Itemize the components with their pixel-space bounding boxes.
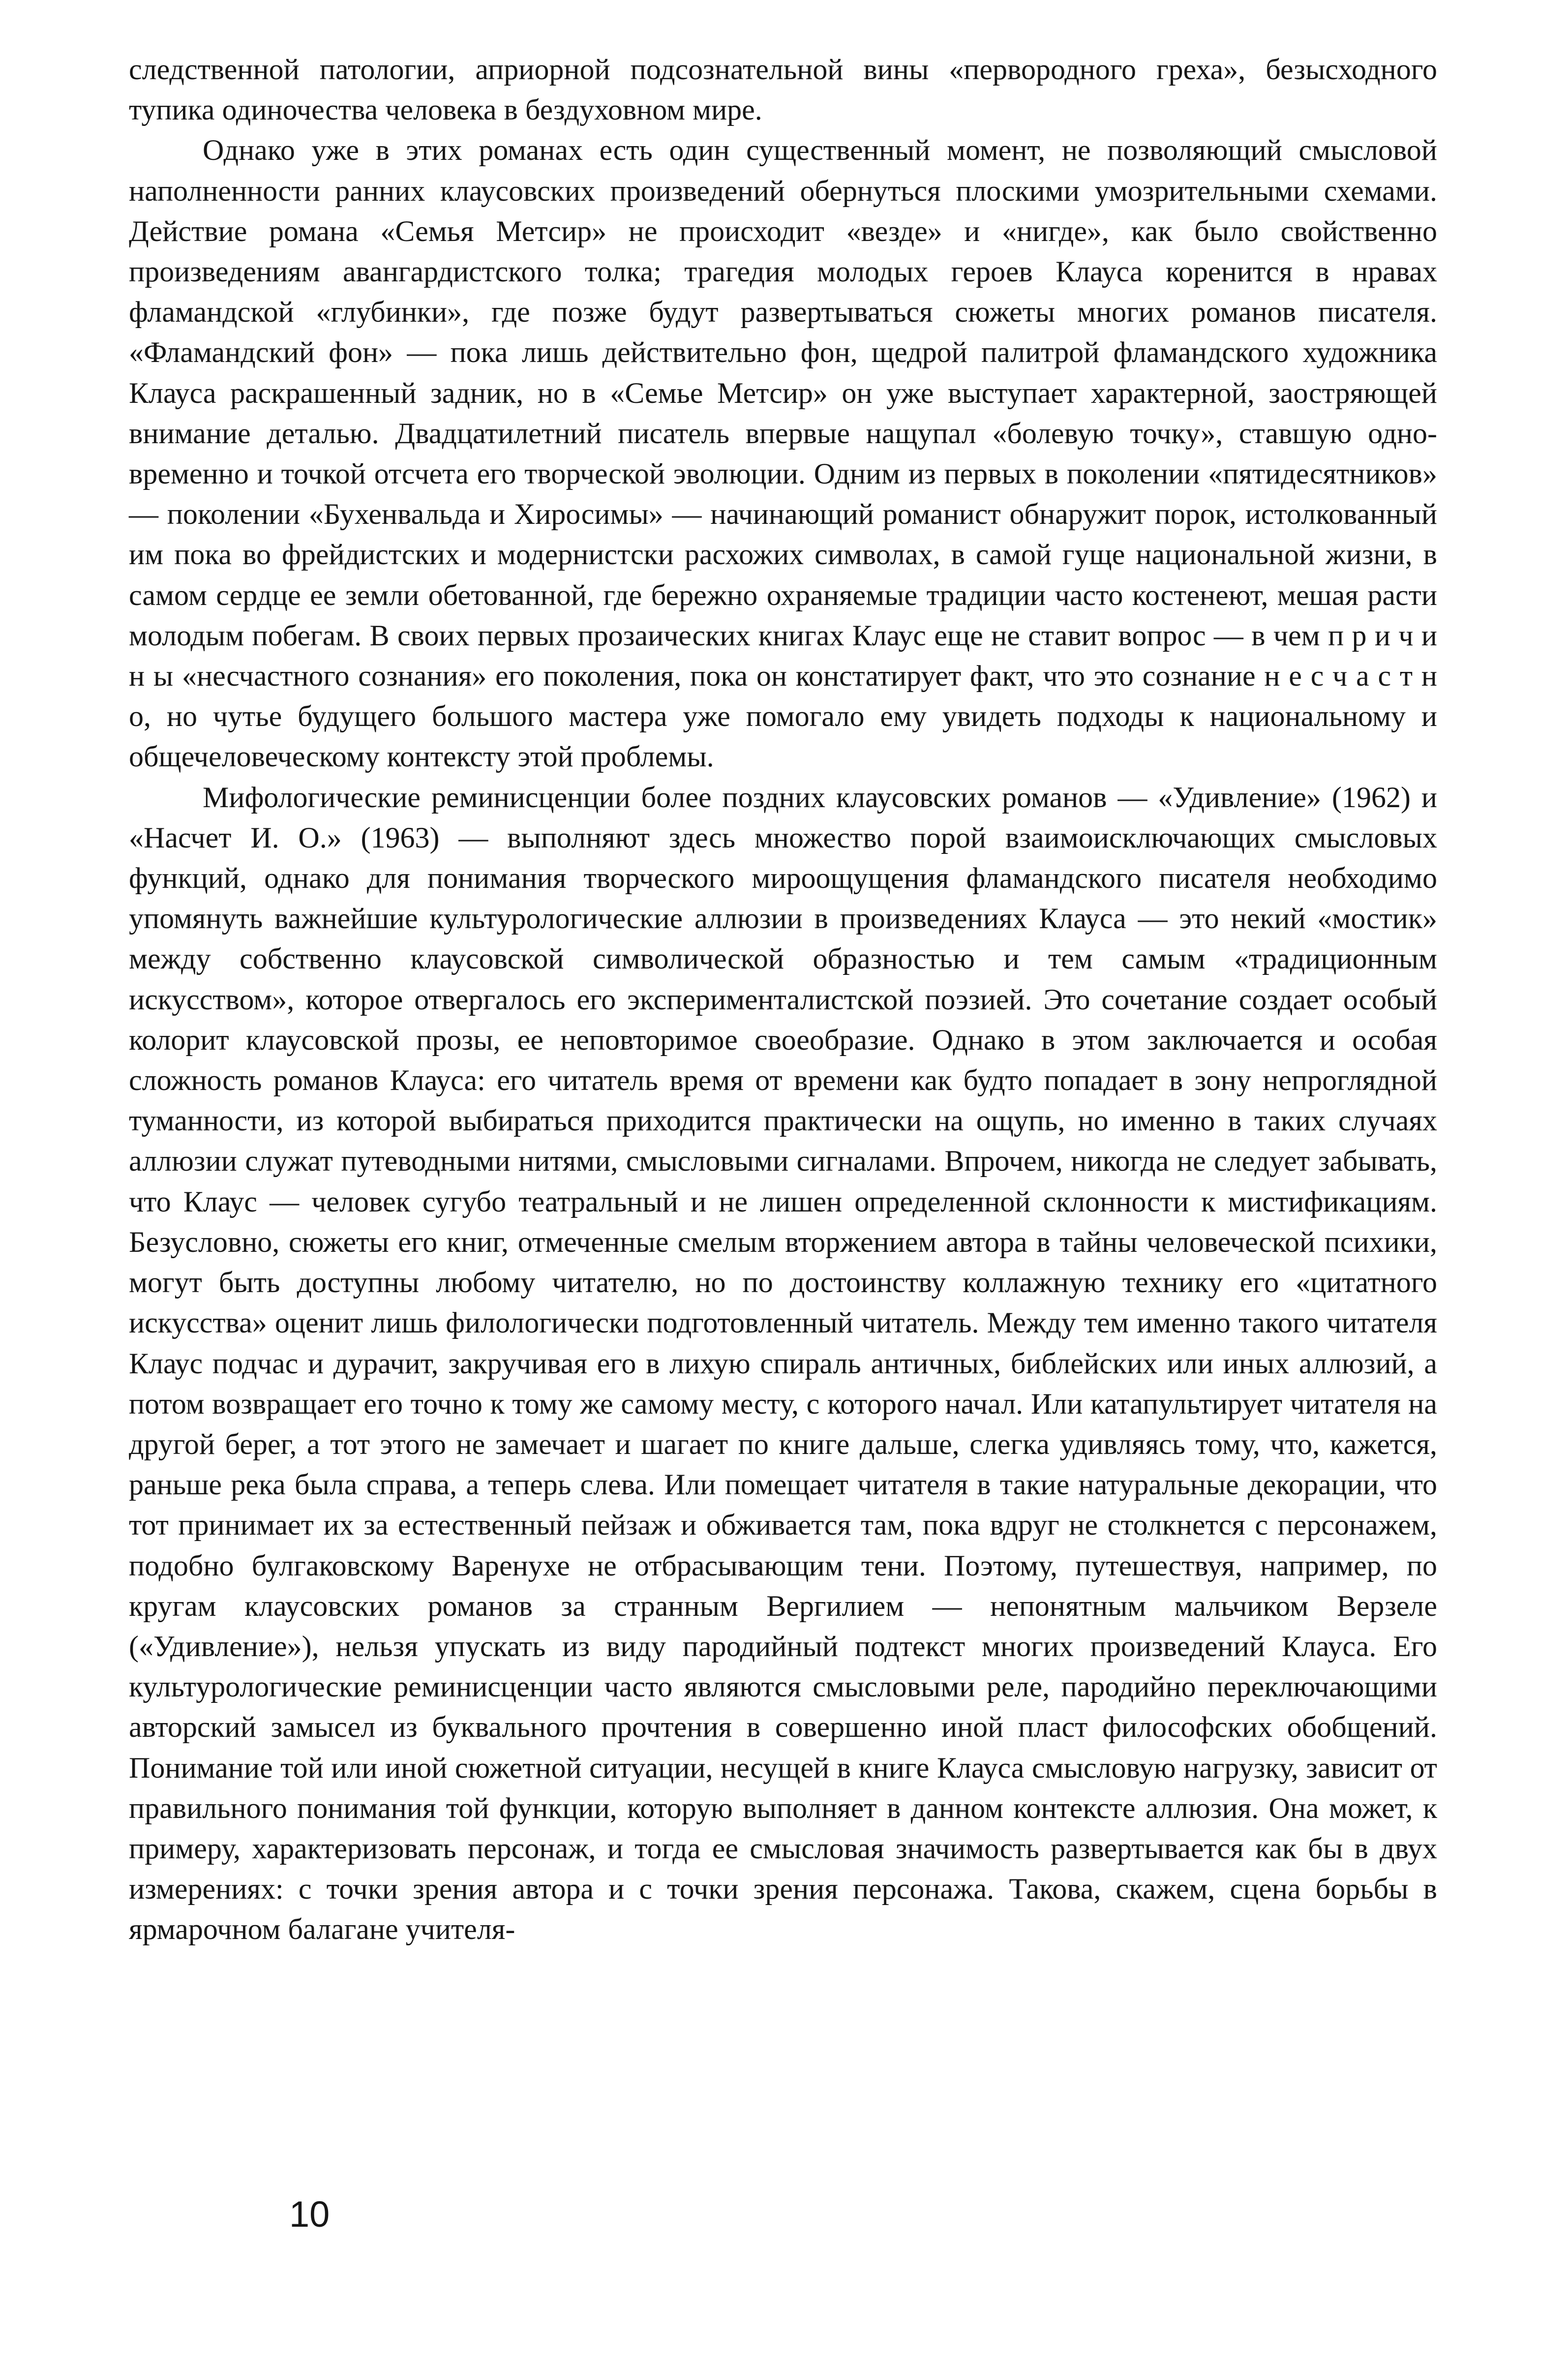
paragraph-metsir-family: Однако уже в этих романах есть один существенный момент, не позволяющий смысловой наполненности ранних клаусовских произведений обернуться плоскими умозрительными схемами. Действие романа «Семья Метсир» не происходит «везде» и «нигде», как было свойственно произведениям авангардистского толка; трагедия молодых героев Клауса коренится в нравах фламандской «глубинки», где позже будут развертываться сюжеты многих романов писателя. «Фламандский фон» — пока лишь действительно фон, щедрой палитрой фламандского художника Клауса раскрашенный задник, но в «Семье Метсир» он уже выступает характерной, заостряющей внимание деталью. Двадцатилетний писатель впервые нащупал «болевую точку», ставшую одновременно и точкой отсчета его творческой эволюции. Одним из первых в поколении «пятидесятников» — поколении «Бухенвальда и Хиросимы» — начинающий романист обнаружит порок, истолкованный им пока во фрейдистских и модернистски расхожих символах, в самой гуще национальной жизни, в самом сердце ее земли обетованной, где бережно охраняемые традиции часто костенеют, мешая расти молодым побегам. В своих первых прозаических книгах Клаус еще не ставит вопрос — в чем п р и ч и н ы «несчастного сознания» его поколения, пока он констатирует факт, что это сознание н е с ч а с т н о, но чутье будущего большого мастера уже помогало ему увидеть подходы к национальному и общечеловеческому контексту этой проблемы.: [129, 134, 1437, 773]
page-number: 10: [289, 2194, 330, 2235]
body-text: [129, 49, 1437, 1950]
paragraph-mythological-reminiscences: Мифологические реминисценции более поздних клаусовских романов — «Удивление» (1962) и «Насчет И. О.» (1963) — выполняют здесь множество порой взаимоисключающих смысловых функций, однако для понимания творческого мироощущения фламандского писателя необходимо упомянуть важнейшие культурологические аллюзии в произведениях Клауса — это некий «мостик» между собственно клаусовской символической образностью и тем самым «традиционным искусством», которое отвергалось его эксперименталистской поэзией. Это сочетание создает особый колорит клаусовской прозы, ее неповторимое своеобразие. Однако в этом заключается и особая сложность романов Клауса: его читатель время от времени как будто попадает в зону непроглядной туманности, из которой выбираться приходится практически на ощупь, но именно в таких случаях аллюзии служат путеводными нитями, смысловыми сигналами. Впрочем, никогда не следует забывать, что Клаус — человек сугубо театральный и не лишен определенной склонности к мистификациям. Безусловно, сюжеты его книг, отмеченные смелым вторжением автора в тайны человеческой психики, могут быть доступны любому читателю, но по достоинству коллажную технику его «цитатного искусства» оценит лишь филологически подготовленный читатель. Между тем именно такого читателя Клаус подчас и дурачит, закручивая его в лихую спираль античных, библейских или иных аллюзий, а потом возвращает его точно к тому же самому месту, с которого начал. Или катапультирует читателя на другой берег, а тот этого не замечает и шагает по книге дальше, слегка удивляясь тому, что, кажется, раньше река была справа, а теперь слева. Или помещает читателя в такие натуральные декорации, что тот принимает их за естественный пейзаж и обживается там, пока вдруг не столкнется с персонажем, подобно булгаковскому Варенухе не отбрасывающим тени. Поэтому, путешествуя, например, по кругам клаусовских романов за странным Вергилием — непонятным мальчиком Верзеле («Удивление»), нельзя упускать из виду пародийный подтекст многих произведений Клауса. Его культурологические реминисценции часто являются смысловыми реле, пародийно переключающими авторский замысел из буквального прочтения в совершенно иной пласт философских обобщений. Понимание той или иной сюжетной ситуации, несущей в книге Клауса смысловую нагрузку, зависит от правильного понимания той функции, которую выполняет в данном контексте аллюзия. Она может, к примеру, характеризовать персонаж, и тогда ее смысловая значимость развертывается как бы в двух измерениях: с точки зрения автора и с точки зрения персонажа. Такова, скажем, сцена борьбы в ярмарочном балагане учителя-: [129, 781, 1437, 1946]
paragraph-continuation: следственной патологии, априорной подсознательной вины «первородного греха», безысходного тупика одиночества человека в бездуховном мире.: [129, 53, 1437, 126]
